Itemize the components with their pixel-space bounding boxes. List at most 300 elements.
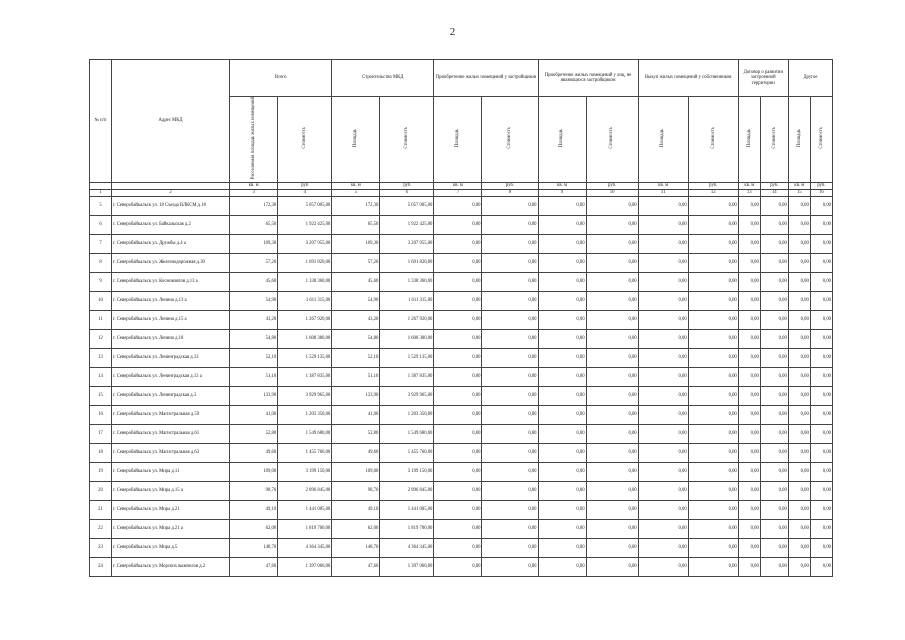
row-zero-value: 0,00 xyxy=(434,557,482,576)
row-zero-value: 0,00 xyxy=(738,310,760,329)
table-row xyxy=(90,348,833,367)
row-zero-value: 0,00 xyxy=(638,557,688,576)
row-number: 23 xyxy=(90,538,112,557)
column-number-cell: 8 xyxy=(482,189,538,196)
row-zero-value: 0,00 xyxy=(788,519,810,538)
subheader-label: Площадь xyxy=(455,128,461,148)
row-zero-value: 0,00 xyxy=(760,405,788,424)
row-zero-value: 0,00 xyxy=(810,538,832,557)
row-zero-value: 0,00 xyxy=(810,386,832,405)
row-total-cost: 2 896 845,00 xyxy=(278,481,332,500)
row-total-cost: 3 199 150,00 xyxy=(278,462,332,481)
row-zero-value: 0,00 xyxy=(738,253,760,272)
row-zero-value: 0,00 xyxy=(482,386,538,405)
row-zero-value: 0,00 xyxy=(810,329,832,348)
table-row xyxy=(90,310,833,329)
table-row xyxy=(90,367,833,386)
subheader-label: Расселяемая площадь жилых помещений xyxy=(250,97,256,180)
column-number-cell: 2 xyxy=(112,189,230,196)
row-zero-value: 0,00 xyxy=(434,329,482,348)
row-construction-cost: 1 267 920,00 xyxy=(380,310,434,329)
row-zero-value: 0,00 xyxy=(738,329,760,348)
row-total-area: 52,80 xyxy=(230,424,278,443)
row-zero-value: 0,00 xyxy=(738,386,760,405)
subheader-cell xyxy=(760,97,788,183)
row-construction-cost: 1 611 315,00 xyxy=(380,291,434,310)
row-zero-value: 0,00 xyxy=(760,310,788,329)
row-construction-area: 49,10 xyxy=(332,500,380,519)
row-total-area: 109,00 xyxy=(230,462,278,481)
row-zero-value: 0,00 xyxy=(788,367,810,386)
row-zero-value: 0,00 xyxy=(482,272,538,291)
row-zero-value: 0,00 xyxy=(482,310,538,329)
row-total-cost: 1 922 425,00 xyxy=(278,215,332,234)
row-zero-value: 0,00 xyxy=(538,196,586,215)
row-number: 16 xyxy=(90,405,112,424)
column-number-cell: 16 xyxy=(810,189,832,196)
units-blank xyxy=(112,182,230,189)
row-total-area: 41,00 xyxy=(230,405,278,424)
row-address: г. Северобайкальск ул. Ленинградская д.13 xyxy=(112,348,230,367)
row-total-cost: 1 611 315,00 xyxy=(278,291,332,310)
row-zero-value: 0,00 xyxy=(586,329,638,348)
unit-cell: кв. м xyxy=(332,182,380,189)
row-construction-cost: 1 549 680,00 xyxy=(380,424,434,443)
row-construction-cost: 1 819 700,00 xyxy=(380,519,434,538)
row-zero-value: 0,00 xyxy=(738,443,760,462)
column-number-cell: 11 xyxy=(638,189,688,196)
row-zero-value: 0,00 xyxy=(482,481,538,500)
row-zero-value: 0,00 xyxy=(538,443,586,462)
row-zero-value: 0,00 xyxy=(738,500,760,519)
row-total-area: 133,90 xyxy=(230,386,278,405)
row-zero-value: 0,00 xyxy=(638,310,688,329)
row-zero-value: 0,00 xyxy=(586,291,638,310)
column-number-cell: 1 xyxy=(90,189,112,196)
subheader-label: Стоимость xyxy=(771,127,777,149)
table-row xyxy=(90,272,833,291)
table-row xyxy=(90,329,833,348)
row-address: г. Северобайкальск ул. Мира д.21 xyxy=(112,500,230,519)
row-number: 13 xyxy=(90,348,112,367)
row-construction-cost: 3 199 150,00 xyxy=(380,462,434,481)
row-zero-value: 0,00 xyxy=(810,500,832,519)
row-number: 8 xyxy=(90,253,112,272)
row-zero-value: 0,00 xyxy=(688,481,738,500)
row-zero-value: 0,00 xyxy=(638,405,688,424)
row-zero-value: 0,00 xyxy=(688,348,738,367)
column-number-cell: 15 xyxy=(788,189,810,196)
row-zero-value: 0,00 xyxy=(788,557,810,576)
header-group-row xyxy=(90,60,833,97)
row-zero-value: 0,00 xyxy=(688,234,738,253)
row-zero-value: 0,00 xyxy=(586,367,638,386)
row-zero-value: 0,00 xyxy=(638,348,688,367)
row-zero-value: 0,00 xyxy=(434,443,482,462)
row-zero-value: 0,00 xyxy=(482,348,538,367)
row-zero-value: 0,00 xyxy=(788,272,810,291)
row-address: г. Северобайкальск ул. Байкальская д.2 xyxy=(112,215,230,234)
row-address: г. Северобайкальск ул. Ленинградская д.3 xyxy=(112,386,230,405)
row-zero-value: 0,00 xyxy=(538,348,586,367)
row-zero-value: 0,00 xyxy=(810,557,832,576)
row-number: 15 xyxy=(90,386,112,405)
subheader-label: Стоимость xyxy=(710,127,716,149)
row-zero-value: 0,00 xyxy=(810,291,832,310)
row-number: 21 xyxy=(90,500,112,519)
table-row xyxy=(90,462,833,481)
header-units-row xyxy=(90,182,833,189)
row-zero-value: 0,00 xyxy=(810,196,832,215)
row-zero-value: 0,00 xyxy=(760,367,788,386)
row-zero-value: 0,00 xyxy=(760,215,788,234)
row-address: г. Северобайкальск ул. Ленинградская д.13 а xyxy=(112,367,230,386)
row-total-area: 98,70 xyxy=(230,481,278,500)
table-row xyxy=(90,215,833,234)
row-zero-value: 0,00 xyxy=(538,253,586,272)
unit-cell: кв. м xyxy=(434,182,482,189)
row-zero-value: 0,00 xyxy=(434,272,482,291)
row-total-area: 51,10 xyxy=(230,367,278,386)
row-zero-value: 0,00 xyxy=(688,253,738,272)
row-construction-area: 52,80 xyxy=(332,424,380,443)
row-total-area: 54,90 xyxy=(230,291,278,310)
row-zero-value: 0,00 xyxy=(810,215,832,234)
subheader-cell xyxy=(638,97,688,183)
row-zero-value: 0,00 xyxy=(738,196,760,215)
row-zero-value: 0,00 xyxy=(760,291,788,310)
table-row xyxy=(90,405,833,424)
row-number: 22 xyxy=(90,519,112,538)
row-zero-value: 0,00 xyxy=(688,272,738,291)
row-construction-area: 98,70 xyxy=(332,481,380,500)
group-buyout-owners: Выкуп жилых помещений у собственников xyxy=(638,60,738,97)
row-construction-cost: 1 691 820,00 xyxy=(380,253,434,272)
table-row xyxy=(90,443,833,462)
row-total-cost: 5 057 005,00 xyxy=(278,196,332,215)
row-construction-cost: 1 441 085,00 xyxy=(380,500,434,519)
row-zero-value: 0,00 xyxy=(760,234,788,253)
row-zero-value: 0,00 xyxy=(482,253,538,272)
row-zero-value: 0,00 xyxy=(788,215,810,234)
row-zero-value: 0,00 xyxy=(738,538,760,557)
row-zero-value: 0,00 xyxy=(760,424,788,443)
subheader-cell xyxy=(434,97,482,183)
column-number-cell: 7 xyxy=(434,189,482,196)
row-zero-value: 0,00 xyxy=(738,519,760,538)
row-total-cost: 1 267 920,00 xyxy=(278,310,332,329)
row-zero-value: 0,00 xyxy=(538,557,586,576)
row-zero-value: 0,00 xyxy=(760,557,788,576)
table-row xyxy=(90,386,833,405)
unit-cell: руб. xyxy=(586,182,638,189)
row-zero-value: 0,00 xyxy=(586,443,638,462)
row-zero-value: 0,00 xyxy=(586,500,638,519)
subheader-label: Стоимость xyxy=(404,127,410,149)
row-zero-value: 0,00 xyxy=(434,386,482,405)
subheader-cell xyxy=(788,97,810,183)
row-number: 18 xyxy=(90,443,112,462)
row-zero-value: 0,00 xyxy=(482,557,538,576)
subheader-cell xyxy=(482,97,538,183)
row-zero-value: 0,00 xyxy=(738,291,760,310)
row-zero-value: 0,00 xyxy=(760,481,788,500)
row-zero-value: 0,00 xyxy=(538,310,586,329)
row-number: 14 xyxy=(90,367,112,386)
row-construction-area: 51,10 xyxy=(332,367,380,386)
column-number-cell: 13 xyxy=(738,189,760,196)
row-zero-value: 0,00 xyxy=(788,405,810,424)
unit-cell: кв. м xyxy=(788,182,810,189)
row-zero-value: 0,00 xyxy=(760,519,788,538)
row-zero-value: 0,00 xyxy=(538,481,586,500)
row-total-area: 47,60 xyxy=(230,557,278,576)
row-zero-value: 0,00 xyxy=(586,557,638,576)
row-zero-value: 0,00 xyxy=(538,462,586,481)
row-zero-value: 0,00 xyxy=(788,424,810,443)
row-zero-value: 0,00 xyxy=(638,424,688,443)
row-zero-value: 0,00 xyxy=(688,310,738,329)
table-row xyxy=(90,196,833,215)
subheader-label: Площадь xyxy=(353,128,359,148)
row-zero-value: 0,00 xyxy=(482,538,538,557)
row-number: 20 xyxy=(90,481,112,500)
row-zero-value: 0,00 xyxy=(788,310,810,329)
row-number: 5 xyxy=(90,196,112,215)
unit-cell: руб. xyxy=(482,182,538,189)
row-zero-value: 0,00 xyxy=(482,405,538,424)
row-zero-value: 0,00 xyxy=(810,424,832,443)
row-zero-value: 0,00 xyxy=(638,367,688,386)
row-total-area: 49,10 xyxy=(230,500,278,519)
row-construction-area: 52,10 xyxy=(332,348,380,367)
table-row xyxy=(90,253,833,272)
row-number: 6 xyxy=(90,215,112,234)
row-construction-area: 109,30 xyxy=(332,234,380,253)
row-zero-value: 0,00 xyxy=(760,253,788,272)
row-construction-cost: 4 364 345,00 xyxy=(380,538,434,557)
row-zero-value: 0,00 xyxy=(482,462,538,481)
row-zero-value: 0,00 xyxy=(586,481,638,500)
row-zero-value: 0,00 xyxy=(538,386,586,405)
row-zero-value: 0,00 xyxy=(638,386,688,405)
resettlement-table xyxy=(89,59,833,577)
row-zero-value: 0,00 xyxy=(688,329,738,348)
row-zero-value: 0,00 xyxy=(538,234,586,253)
row-zero-value: 0,00 xyxy=(810,462,832,481)
row-total-cost: 3 207 955,00 xyxy=(278,234,332,253)
row-construction-cost: 1 387 835,00 xyxy=(380,367,434,386)
row-address: г. Северобайкальск ул. Мира д.21 а xyxy=(112,519,230,538)
row-zero-value: 0,00 xyxy=(482,234,538,253)
row-zero-value: 0,00 xyxy=(788,196,810,215)
row-address: г. Северобайкальск ул. Ленина д.18 xyxy=(112,329,230,348)
row-zero-value: 0,00 xyxy=(760,196,788,215)
row-total-area: 57,20 xyxy=(230,253,278,272)
row-address: г. Северобайкальск ул. Морских вымпелов д.2 xyxy=(112,557,230,576)
row-total-area: 49,60 xyxy=(230,443,278,462)
column-number-cell: 12 xyxy=(688,189,738,196)
row-zero-value: 0,00 xyxy=(638,519,688,538)
row-zero-value: 0,00 xyxy=(688,386,738,405)
column-number-cell: 14 xyxy=(760,189,788,196)
row-number: 19 xyxy=(90,462,112,481)
row-zero-value: 0,00 xyxy=(482,519,538,538)
unit-cell: кв. м xyxy=(230,182,278,189)
row-construction-area: 41,00 xyxy=(332,405,380,424)
row-number: 7 xyxy=(90,234,112,253)
row-zero-value: 0,00 xyxy=(434,462,482,481)
row-zero-value: 0,00 xyxy=(810,310,832,329)
subheader-label: Площадь xyxy=(746,128,752,148)
group-purchase-developers: Приобретение жилых помещений у застройщиков xyxy=(434,60,538,97)
row-zero-value: 0,00 xyxy=(434,291,482,310)
row-total-cost: 3 929 965,00 xyxy=(278,386,332,405)
row-zero-value: 0,00 xyxy=(788,291,810,310)
row-construction-area: 45,60 xyxy=(332,272,380,291)
row-zero-value: 0,00 xyxy=(586,462,638,481)
row-total-area: 148,70 xyxy=(230,538,278,557)
row-zero-value: 0,00 xyxy=(738,462,760,481)
row-zero-value: 0,00 xyxy=(788,253,810,272)
row-zero-value: 0,00 xyxy=(760,462,788,481)
row-total-cost: 4 364 345,00 xyxy=(278,538,332,557)
row-zero-value: 0,00 xyxy=(482,291,538,310)
row-total-area: 172,30 xyxy=(230,196,278,215)
row-construction-area: 47,60 xyxy=(332,557,380,576)
row-zero-value: 0,00 xyxy=(738,405,760,424)
row-zero-value: 0,00 xyxy=(688,215,738,234)
row-construction-cost: 3 929 965,00 xyxy=(380,386,434,405)
group-purchase-non-developers: Приобретение жилых помещений у лиц, не являющихся застройщиком xyxy=(538,60,638,97)
row-construction-area: 54,80 xyxy=(332,329,380,348)
table-row xyxy=(90,234,833,253)
row-address: г. Северобайкальск ул. Ленина д.13 а xyxy=(112,291,230,310)
row-zero-value: 0,00 xyxy=(586,196,638,215)
subheader-label: Площадь xyxy=(660,128,666,148)
row-address: г. Северобайкальск ул. Магистральная д.61 xyxy=(112,424,230,443)
row-zero-value: 0,00 xyxy=(788,443,810,462)
row-construction-cost: 2 896 845,00 xyxy=(380,481,434,500)
row-zero-value: 0,00 xyxy=(434,500,482,519)
row-zero-value: 0,00 xyxy=(738,367,760,386)
row-address: г. Северобайкальск ул. Мира д.15 а xyxy=(112,481,230,500)
units-blank xyxy=(90,182,112,189)
row-construction-cost: 5 057 005,00 xyxy=(380,196,434,215)
unit-cell: руб xyxy=(278,182,332,189)
row-total-cost: 1 455 760,00 xyxy=(278,443,332,462)
subheader-cell xyxy=(688,97,738,183)
row-zero-value: 0,00 xyxy=(586,519,638,538)
row-zero-value: 0,00 xyxy=(688,500,738,519)
subheader-cell xyxy=(586,97,638,183)
row-zero-value: 0,00 xyxy=(586,253,638,272)
table-row xyxy=(90,557,833,576)
row-zero-value: 0,00 xyxy=(638,462,688,481)
row-zero-value: 0,00 xyxy=(538,215,586,234)
row-zero-value: 0,00 xyxy=(788,462,810,481)
row-total-cost: 1 338 360,00 xyxy=(278,272,332,291)
group-other: Другое xyxy=(788,60,832,97)
row-zero-value: 0,00 xyxy=(738,234,760,253)
subheader-label: Площадь xyxy=(559,128,565,148)
row-total-cost: 1 397 060,00 xyxy=(278,557,332,576)
row-zero-value: 0,00 xyxy=(586,215,638,234)
subheader-cell xyxy=(332,97,380,183)
row-construction-area: 43,20 xyxy=(332,310,380,329)
row-zero-value: 0,00 xyxy=(760,500,788,519)
row-zero-value: 0,00 xyxy=(688,291,738,310)
row-zero-value: 0,00 xyxy=(538,519,586,538)
column-number-cell: 3 xyxy=(230,189,278,196)
row-zero-value: 0,00 xyxy=(638,234,688,253)
row-zero-value: 0,00 xyxy=(760,348,788,367)
row-zero-value: 0,00 xyxy=(688,538,738,557)
row-construction-cost: 1 922 425,00 xyxy=(380,215,434,234)
row-zero-value: 0,00 xyxy=(688,462,738,481)
column-number-cell: 10 xyxy=(586,189,638,196)
row-zero-value: 0,00 xyxy=(738,481,760,500)
row-zero-value: 0,00 xyxy=(538,424,586,443)
subheader-cell xyxy=(278,97,332,183)
row-total-cost: 1 608 380,00 xyxy=(278,329,332,348)
row-address: г. Северобайкальск ул. Магистральная д.59 xyxy=(112,405,230,424)
row-number: 10 xyxy=(90,291,112,310)
row-construction-cost: 1 397 060,00 xyxy=(380,557,434,576)
row-zero-value: 0,00 xyxy=(760,443,788,462)
row-zero-value: 0,00 xyxy=(482,424,538,443)
row-zero-value: 0,00 xyxy=(810,348,832,367)
row-zero-value: 0,00 xyxy=(434,424,482,443)
table-row xyxy=(90,500,833,519)
table-row xyxy=(90,538,833,557)
row-total-area: 54,80 xyxy=(230,329,278,348)
row-zero-value: 0,00 xyxy=(738,272,760,291)
row-zero-value: 0,00 xyxy=(810,481,832,500)
row-zero-value: 0,00 xyxy=(788,538,810,557)
row-address: г. Северобайкальск ул. Космонавтов д.13 а xyxy=(112,272,230,291)
row-zero-value: 0,00 xyxy=(760,538,788,557)
row-zero-value: 0,00 xyxy=(810,519,832,538)
row-construction-area: 62,00 xyxy=(332,519,380,538)
row-zero-value: 0,00 xyxy=(434,481,482,500)
row-number: 9 xyxy=(90,272,112,291)
row-number: 17 xyxy=(90,424,112,443)
row-zero-value: 0,00 xyxy=(688,443,738,462)
row-zero-value: 0,00 xyxy=(760,386,788,405)
subheader-label: Стоимость xyxy=(818,127,824,149)
row-zero-value: 0,00 xyxy=(788,481,810,500)
row-total-area: 43,20 xyxy=(230,310,278,329)
row-zero-value: 0,00 xyxy=(688,405,738,424)
row-total-cost: 1 691 820,00 xyxy=(278,253,332,272)
row-zero-value: 0,00 xyxy=(810,253,832,272)
row-zero-value: 0,00 xyxy=(434,196,482,215)
row-construction-cost: 1 529 135,00 xyxy=(380,348,434,367)
group-construction: Строительство МКД xyxy=(332,60,434,97)
row-zero-value: 0,00 xyxy=(688,424,738,443)
group-territory-development: Договор о развитии застроенной территории xyxy=(738,60,788,97)
unit-cell: руб xyxy=(380,182,434,189)
row-zero-value: 0,00 xyxy=(586,424,638,443)
row-zero-value: 0,00 xyxy=(586,348,638,367)
row-zero-value: 0,00 xyxy=(482,443,538,462)
row-zero-value: 0,00 xyxy=(760,272,788,291)
row-address: г. Северобайкальск ул. Мира д.5 xyxy=(112,538,230,557)
row-zero-value: 0,00 xyxy=(688,557,738,576)
page-number: 2 xyxy=(449,26,456,38)
row-construction-cost: 1 338 360,00 xyxy=(380,272,434,291)
